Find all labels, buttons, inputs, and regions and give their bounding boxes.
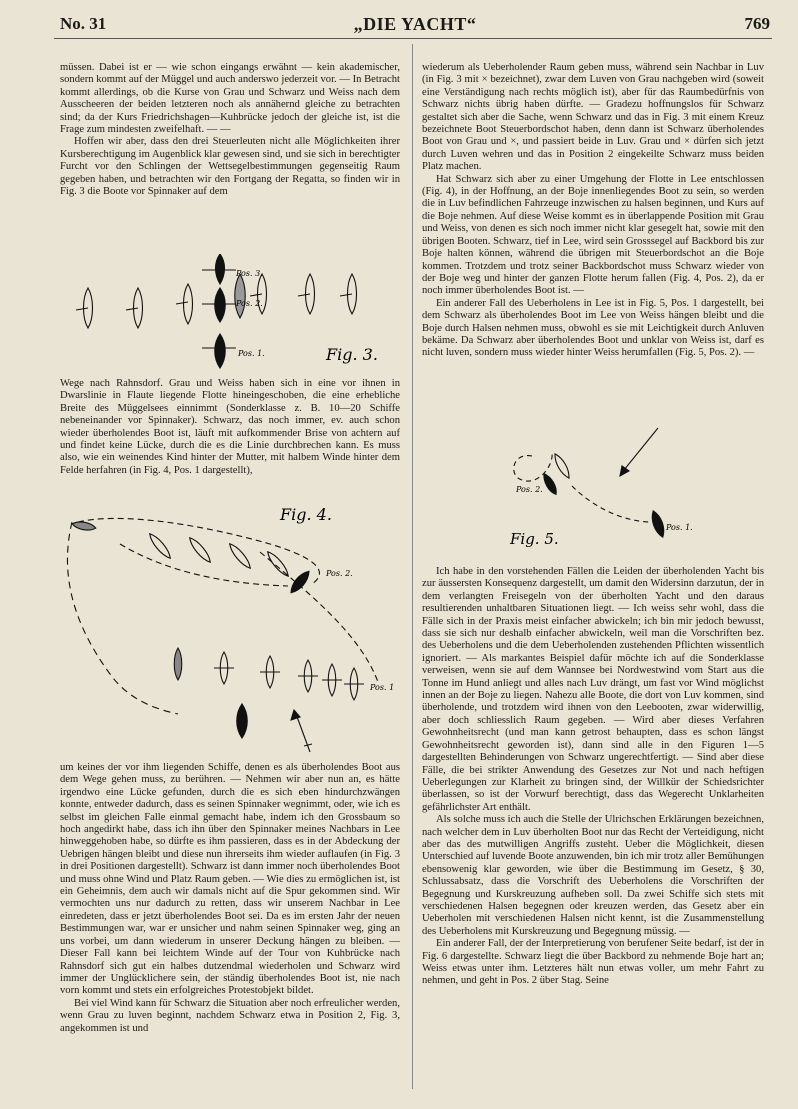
issue-number: No. 31 <box>60 14 107 33</box>
boat-grau <box>72 520 97 532</box>
figure-5-diagram <box>422 426 764 566</box>
paragraph: Ein anderer Fall, der der Interpretierung von berufener Seite bedarf, ist der in Fig. 6 dargestellte. Schwarz liegt die über Backbord zu nehmende Boje hart an; Weiss etwas unter ihm. Letzteres hält nun etwas voller, um mehr Fahrt zu nehmen, und geht in Pos. 2 über Stag. Seine <box>422 938 764 987</box>
position-2-label: Pos. 2. <box>326 569 353 578</box>
boat-outline <box>214 652 234 684</box>
boat-outline <box>298 660 318 692</box>
boat-schwarz-pos1 <box>237 704 248 738</box>
paragraph: Ich habe in den vorstehenden Fällen die Leiden der überholenden Yacht bis zur äussersten Konsequenz dargestellt, um damit den Widersinn darzutun, der in dem verlangten Freisegeln von der überholten Yacht und den daraus resultierenden unhaltbaren Situationen liegt. — Ich weiss sehr wohl, dass die Fälle sich in der Praxis meist einfacher abwickeln; ich bin mir jedoch bewusst, dass sie sich nur deshalb einfacher abwickeln, weil man die Vorschriften bez. des Ueberholens und die dem Ueberholenden zustehenden Pflichten wissentlich ignoriert. — Als markantes Beispiel dafür möchte ich auf die Sonderklasse verweisen, wenn sie auf dem Wannsee bei Nordwestwind vom Start aus die Tonne im Hund anliegt und alles nach Luv drängt, um fast vor Wind möglichst innen an der Boje zu liegen. Nahezu alle Boote, die dort von Luv kommen, sind überholende, und trotzdem wird ihnen von den Leebooten, zwar widerwillig, aber doch schliesslich Raum gegeben. — Wird aber dieses Verfahren Gewohnheitsrecht (und man kann getrost behaupten, dass es schon längst Gewohnheitsrecht geworden ist), dann sind alle in den Figuren 1—5 dargestellten Behinderungen von Schwarz ungerechtfertigt. — Sind aber diese Fälle, die bei strikter Anwendung des Gesetzes zur Not und nach heftigen Ueberlegungen zur Klarheit zu bringen sind, der Willkür der Schiedsrichter überlassen, so ist der Vorwurf berechtigt, dass das Wegerecht Unklarheiten gefährlichster Art enthält. <box>422 566 764 813</box>
paragraph: müssen. Dabei ist er — wie schon eingangs erwähnt — kein akademischer, sondern kommt auf der Müggel und auch anderswo jederzeit vor. — In Betracht kommt allerdings, ob die Kurse von Grau und Schwarz und Weiss nach dem Ausscheeren der beiden letzteren noch als annähernd gleiche zu betrachten sind; da der Kurs Friedrichshagen—Kuhbrücke jedoch der gleiche ist, ist die Frage zum mindesten zweifelhaft. — — <box>60 62 400 136</box>
paragraph: Bei viel Wind kann für Schwarz die Situation aber noch erfreulicher werden, wenn Grau zu luven beginnt, nachdem Schwarz etwa in Position 2, Fig. 3, angekommen ist und <box>60 997 400 1034</box>
boat-outline <box>340 274 357 314</box>
boat-outline <box>344 668 364 700</box>
page-number: 769 <box>744 14 770 33</box>
boat-schwarz-pos2 <box>541 472 559 497</box>
boat-outline <box>176 284 193 324</box>
boat-schwarz-pos1 <box>649 509 667 538</box>
right-column-bottom-text <box>422 566 764 1096</box>
left-column-middle-text <box>60 378 400 504</box>
boat-outline <box>227 541 253 570</box>
figure-4-label: Fig. 4. <box>280 505 332 524</box>
figure-4-diagram <box>60 504 400 760</box>
boat-outline <box>250 274 267 314</box>
journal-title: „DIE YACHT“ <box>353 14 477 34</box>
position-2-label: Pos. 2. <box>516 485 543 494</box>
course-dashed-line <box>572 486 652 522</box>
header-rule <box>54 38 772 39</box>
boat-schwarz-pos3 <box>202 254 236 284</box>
course-dashed-line <box>67 522 178 714</box>
position-2-label: Pos. 2. <box>236 299 263 308</box>
left-column-bottom-text <box>60 762 400 1092</box>
page-header <box>60 14 770 40</box>
boat-outline <box>298 274 315 314</box>
paragraph: Hat Schwarz sich aber zu einer Umgehung der Flotte in Lee entschlossen (Fig. 4), in der Hoffnung, an der Boje innenliegendes Boot zu sein, so werden die in Luv befindlichen Fahrzeuge inzwischen zu halsen beginnen, und Kurs auf die Boje nehmen. Auf diese Weise kommt es in überlappende Position mit Grau und Weiss, von denen es sich noch immer nicht klar gesegelt hat, sowie mit den übrigen Booten. Schwarz, tief in Lee, wird sein Grosssegel auf Backbord bis zur Boje halten können, während die übrigen mit Steuerbordschot an die Boje kommen. Trotzdem und trotz seiner Backbordschot muss Schwarz wieder von der Boje weg und hinter der ganzen Flotte herum fallen (Fig. 4, Pos. 2), da er noch immer überholendes Boot ist. — <box>422 173 764 297</box>
figure-3-label: Fig. 3. <box>326 345 378 364</box>
paragraph: um keines der vor ihm liegenden Schiffe, denen es als überholendes Boot aus dem Wege gehen muss, zu berühren. — Nehmen wir aber nun an, es hätte irgendwo eine Lücke gefunden, durch die es sich eben hindurchzwängen konnte, entweder dadurch, dass es seinen Spinnaker wegnimmt, oder, wie ich es selbst im gleichen Falle einmal gemacht habe, indem ich den Grossbaum so hoch angedirkt habe, dass ich ihn über den Spinnaker meines Nachbars in Lee hinweggehoben habe, so dürfte es ihm passieren, dass es in der Abdeckung der Uebrigen hängen bleibt und diese nun ihrerseits ihm wieder auflaufen (in Fig. 3 in drei Positionen dargestellt). Schwarz ist dann immer noch überholendes Boot und muss ohne Wind und Platz Raum geben. — Wie dies zu ermöglichen ist, ist ein Geheimnis, dem auch wir damals nicht auf die Spur gekommen sind. Wir vermochten uns nur dadurch zu retten, dass wir unserem Nachbar in Lee einredeten, dass er jetzt überholendes Boot sei. Da es im ersten Jahr der neuen Bestimmungen war, war er unsicher und nahm seinen Spinnaker weg, ging an uns vorbei, um dann wiederum in unserer Deckung hängen zu bleiben. — Dieser Fall kann bei leichtem Winde auf der Tour von Kuhbrücke nach Rahnsdorf sich gut ein halbes dutzendmal wiederholen und Schwarz wird immer der Unglücklichere sein, der ständig überholendes Boot ist, nie nach vorn kommt und stets ein erfolgreiches Protestobjekt bildet. <box>60 762 400 997</box>
wind-arrow <box>291 710 312 752</box>
paragraph: Wege nach Rahnsdorf. Grau und Weiss haben sich in eine vor ihnen in Dwarslinie in Flaute liegende Flotte hineingeschoben, die eine erhebliche Breite des Müggelsees einnimmt (Sonderklasse z. B. 10—20 Schiffe nebeneinander vor Spinnaker). Schwarz, das noch immer, ev. auch schon wieder überholendes Boot ist, läuft mit aufkommender Brise von achtern auf und findet keine Lücke, durch die es die Linie durchbrechen kann. Es muss also, wie ein weinendes Kind hinter der Mutter, mit halbem Winde hinter dem Felde herfahren (in Fig. 4, Pos. 1 dargestellt), <box>60 378 400 476</box>
column-divider <box>412 44 413 1089</box>
boat-grau <box>235 274 246 318</box>
boat-outline <box>187 535 213 564</box>
course-dashed-line <box>120 544 288 586</box>
boat-outline <box>126 288 143 328</box>
position-1-label: Pos. 1. <box>666 523 693 532</box>
boat-outline <box>147 531 173 560</box>
boat-outline <box>174 648 182 680</box>
position-1-label: Pos. 1 <box>370 683 395 692</box>
boat-outline <box>260 656 280 688</box>
boat-schwarz-pos2 <box>288 568 313 595</box>
position-3-label: Pos. 3. <box>236 269 263 278</box>
figure-5-label: Fig. 5. <box>510 530 559 548</box>
paragraph: Hoffen wir aber, dass den drei Steuerleuten nicht alle Möglichkeiten ihrer Kursberechtigung im Augenblick klar gewesen sind, und sie sich in berechtigter Furcht vor den Schlingen der Wettsegelbestimmungen gegenseitig Raum gegeben haben, und betrachten wir den Fortgang der Regatta, so finden wir in Fig. 3 die Boote vor Spinnaker auf dem <box>60 136 400 198</box>
position-1-label: Pos. 1. <box>238 349 265 358</box>
left-column-top-text <box>60 62 400 252</box>
boat-outline <box>322 664 342 696</box>
figure-3-diagram <box>60 254 400 376</box>
boat-weiss <box>552 452 572 480</box>
paragraph: Als solche muss ich auch die Stelle der Ulrichschen Erklärungen bezeichnen, nach welcher dem in Luv überholten Boot nur das Recht der Verteidigung, nicht aber das des mutwilligen Angriffs zusteht. Ueber die Möglichkeit, diesen Unterschied auf luvende Boote anzuwenden, bin ich mir trotz aller Bemühungen ebensowenig klar geworden, wie über die Bestimmung im Gesetz, § 30, Schlussabsatz, dass die Vorschrift des Ueberholens die Vorschriften der Begegnung und Kurskreuzung aufheben soll. Da zwei Schiffe sich stets mit verschiedenen Halsen begegnen oder kreuzen werden, das Gesetz aber ein Ueberholen mit verschiedenen Halsen nicht kennt, ist die Zusammenstellung des Ueberholens mit Kurskreuzung und Begegnung müssig. — <box>422 814 764 937</box>
right-column-top-text <box>422 62 764 426</box>
boat-schwarz-pos1 <box>202 334 236 368</box>
boat-outline <box>76 288 93 328</box>
paragraph: wiederum als Ueberholender Raum geben muss, während sein Nachbar in Luv (in Fig. 3 mit × bezeichnet), zwar dem Luven von Grau nachgeben wird (soweit eine Verständigung nach rechts möglich ist), aber für das Raumbedürfnis von Schwarz nichts übrig haben dürfte. — Gradezu hoffnungslos für Schwarz gestaltet sich aber die Sache, wenn Schwarz und das in Fig. 3 mit einem Kreuz bezeichnete Boot Steuerbordschot haben, denn dann ist Schwarz überholendes Boot von Grau und ×, und passiert beide in Luv. Grau und × dürfen sich jetzt durch Luven wehren und das in Position 2 eingekeilte Schwarz muss beiden Platz machen. <box>422 62 764 173</box>
boat-schwarz-pos2 <box>202 288 236 322</box>
paragraph: Ein anderer Fall des Ueberholens in Lee ist in Fig. 5, Pos. 1 dargestellt, bei dem Schwarz als überholendes Boot im Lee von Weiss hängen bleibt und die Boje durch Halsen nehmen muss, obwohl es sie mit Leichtigkeit durch Anluven bekäme. Da Schwarz aber überholendes Boot und unklar von Weiss ist, darf es nicht luven, sondern muss wieder hinter Weiss herumfallen (Fig. 5, Pos. 2). — <box>422 297 764 359</box>
wind-arrow <box>620 428 658 476</box>
